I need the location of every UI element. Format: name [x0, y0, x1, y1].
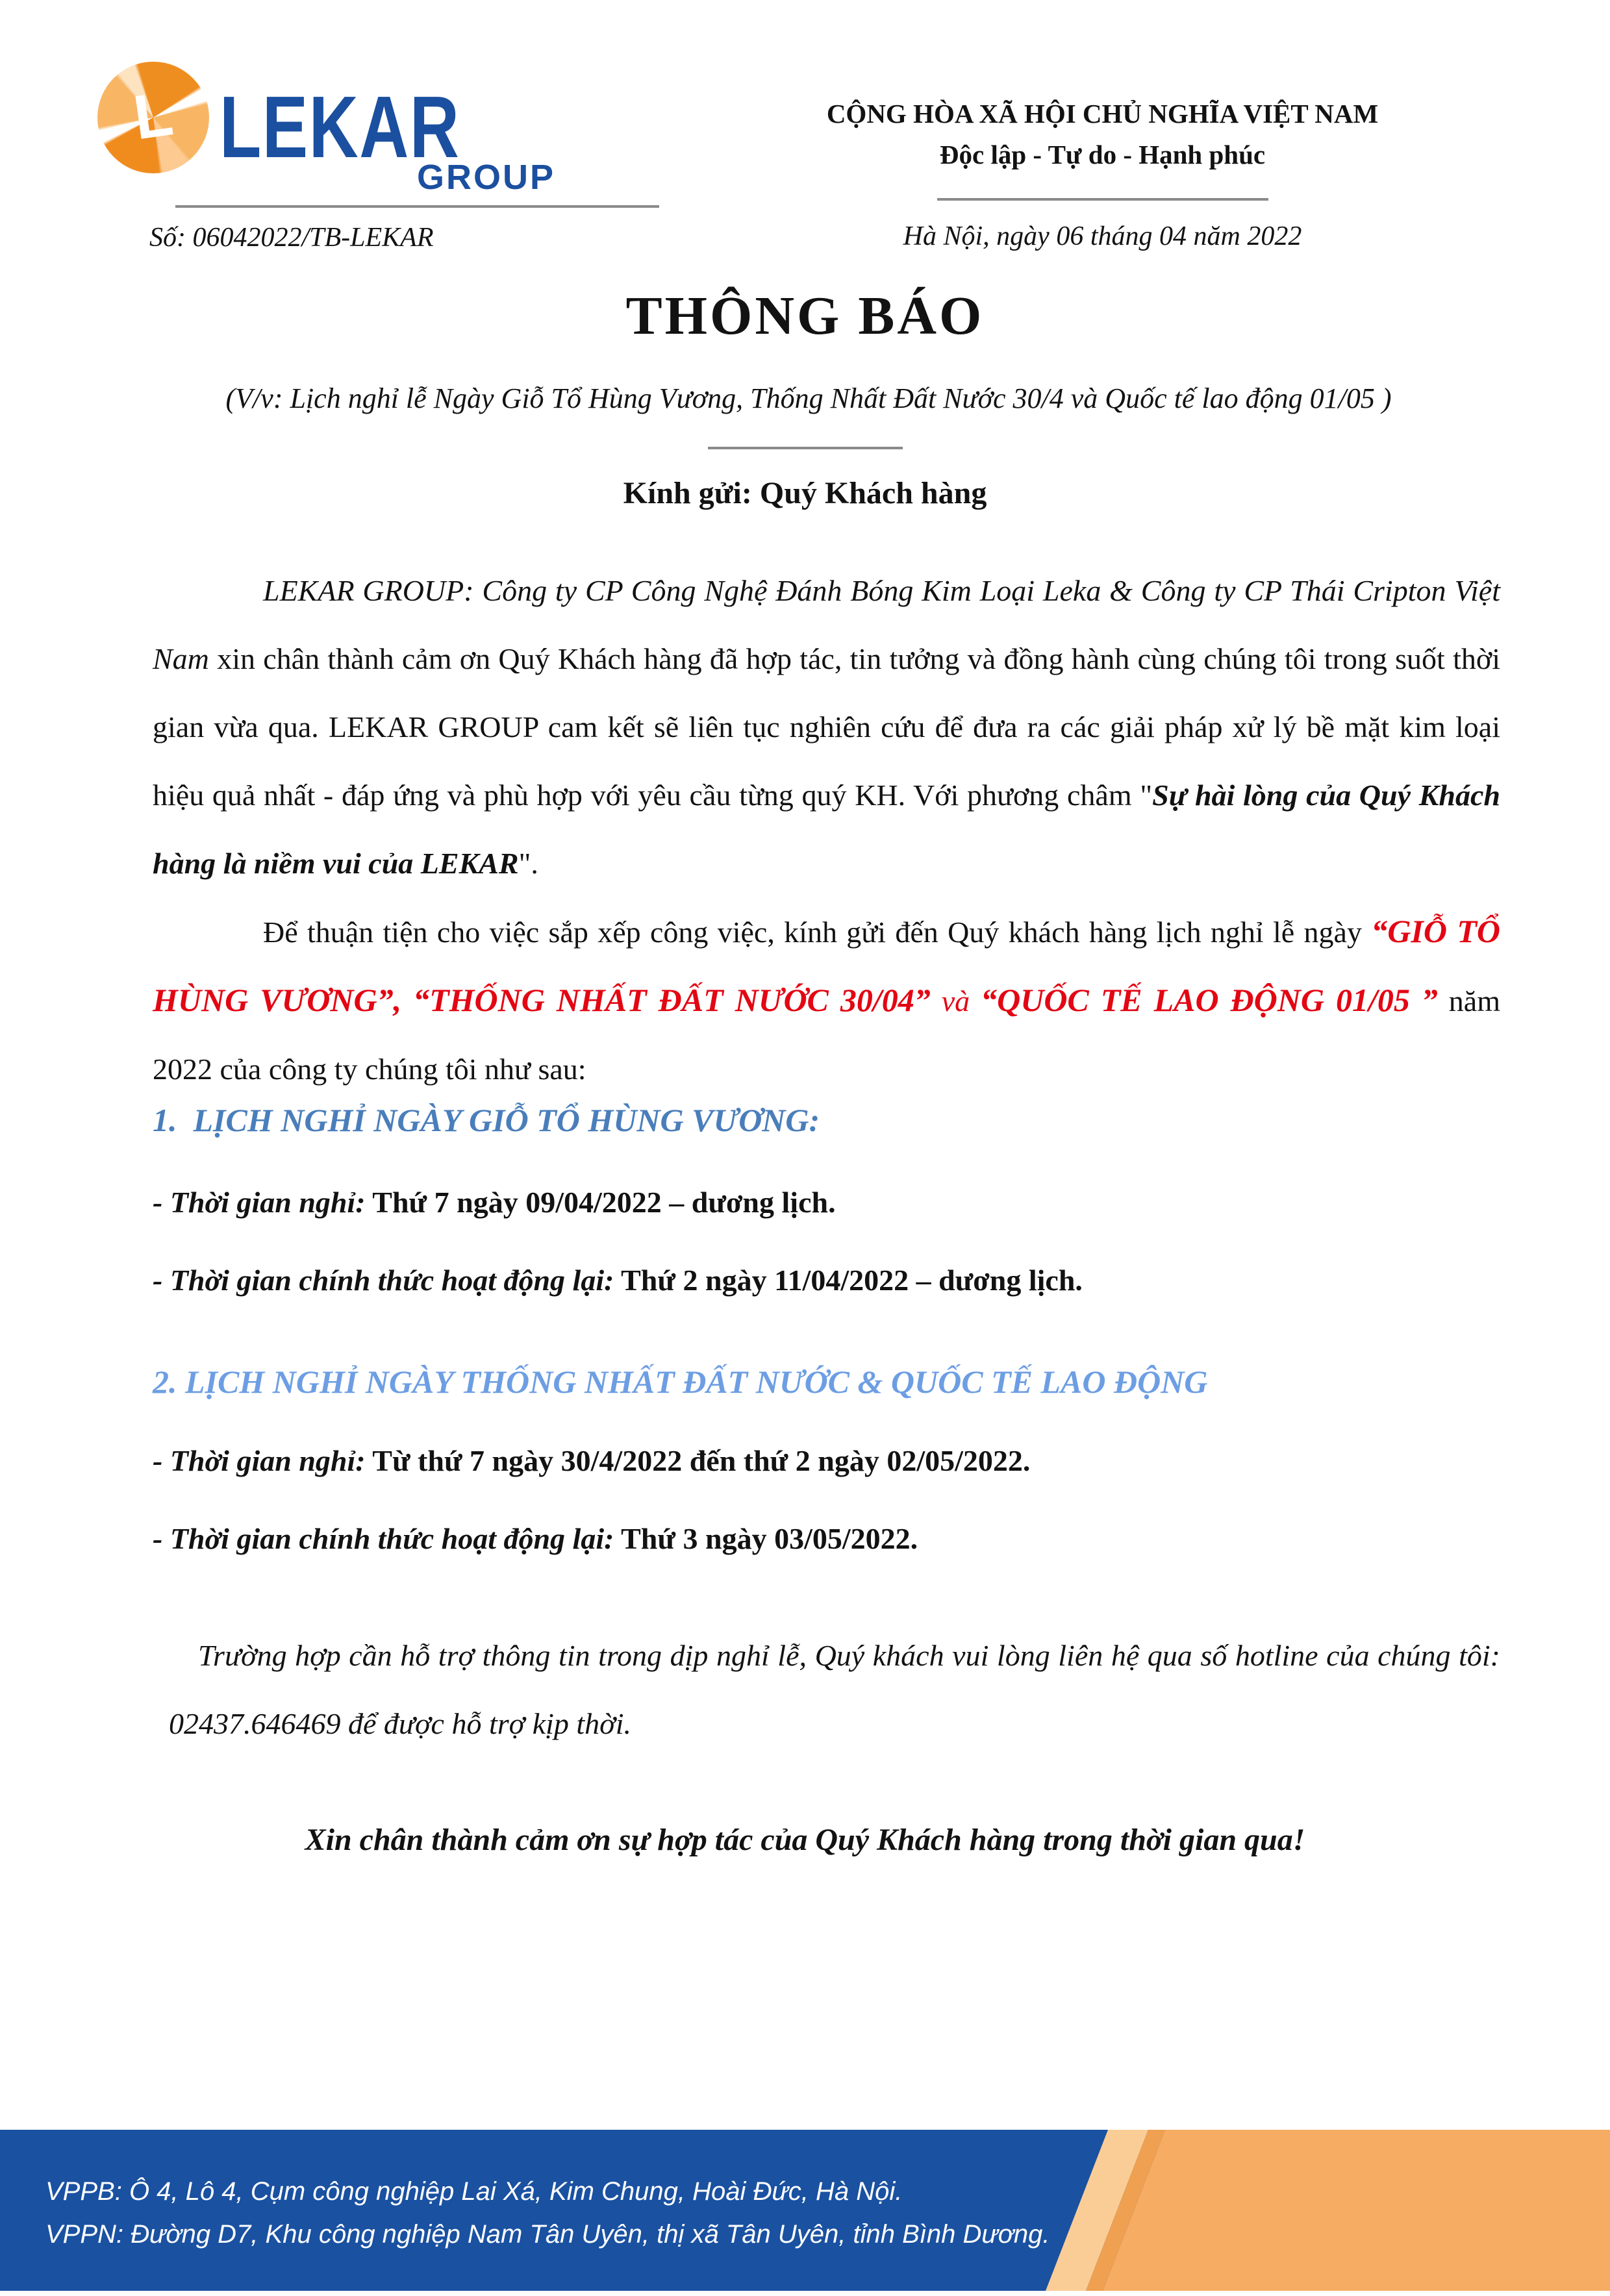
section2-heading: 2. LỊCH NGHỈ NGÀY THỐNG NHẤT ĐẤT NƯỚC & QUỐC TẾ LAO ĐỘNG: [153, 1364, 1208, 1400]
intro-closing-quote: ".: [518, 847, 538, 880]
company-slogan: Sự hài lòng của Quý Khách hàng là niềm vui của LEKAR: [153, 779, 1500, 880]
holiday-quoc-te-lao-dong: “QUỐC TẾ LAO ĐỘNG 01/05 ”: [981, 982, 1438, 1018]
item-value: Từ thứ 7 ngày 30/4/2022 đến thứ 2 ngày 02/05/2022.: [365, 1444, 1031, 1477]
schedule-intro-paragraph: [153, 897, 1500, 1103]
intro-paragraph: [153, 556, 1500, 897]
holiday-hung-vuong: “GIỖ TỔ HÙNG VƯƠNG”,: [153, 913, 1500, 1018]
lekar-logo-icon: [97, 62, 209, 173]
motto-divider: [937, 198, 1268, 201]
section1-item-resume-time: [153, 1262, 1500, 1298]
schedule-lead: Để thuận tiện cho việc sắp xếp công việc, kính gửi đến Quý khách hàng lịch nghỉ lễ ngày: [263, 916, 1372, 949]
national-title: CỘNG HÒA XÃ HỘI CHỦ NGHĨA VIỆT NAM: [826, 99, 1379, 129]
closing-line: Xin chân thành cảm ơn sự hợp tác của Quý Khách hàng trong thời gian qua!: [305, 1823, 1305, 1857]
subject-divider: [708, 447, 903, 449]
salutation: Kính gửi: Quý Khách hàng: [623, 476, 987, 510]
holiday-thong-nhat: “THỐNG NHẤT ĐẤT NƯỚC 30/04”: [413, 982, 931, 1018]
document-number: Số: 06042022/TB-LEKAR: [149, 223, 434, 253]
item-label: - Thời gian nghỉ:: [153, 1444, 366, 1477]
logo-monogram: L: [129, 79, 177, 153]
national-motto: Độc lập - Tự do - Hạnh phúc: [939, 140, 1266, 170]
section2-item-rest-time: [153, 1443, 1500, 1479]
national-header: [744, 96, 1461, 252]
logo-group-text: GROUP: [416, 158, 555, 197]
footer-band: [0, 2130, 1610, 2291]
section2-item-resume-time: [153, 1521, 1500, 1556]
footer-addresses: [45, 2170, 1050, 2256]
footer-address-north: VPPB: Ô 4, Lô 4, Cụm công nghiệp Lai Xá, Kim Chung, Hoài Đức, Hà Nội.: [45, 2177, 903, 2206]
intro-thanks-text: xin chân thành cảm ơn Quý Khách hàng đã hợp tác, tin tưởng và đồng hành cùng chúng tôi trong suốt thời gian vừa qua. LEKAR GROUP cam kết sẽ liên tục nghiên cứu để đưa ra các giải pháp xử lý bề mặt kim loại hiệu quả nhất - đáp ứng và phù hợp với yêu cầu từng quý KH. Với phương châm ": [153, 642, 1500, 812]
logo-brand-text: LEKAR: [220, 78, 460, 176]
support-note: Trường hợp cần hỗ trợ thông tin trong dịp nghỉ lễ, Quý khách vui lòng liên hệ qua số hotline của chúng tôi: 02437.646469 để được hỗ trợ kịp thời.: [169, 1639, 1500, 1740]
subject-line: (V/v: Lịch nghỉ lễ Ngày Giỗ Tổ Hùng Vương, Thống Nhất Đất Nước 30/4 và Quốc tế lao động 01/05 ): [225, 382, 1392, 414]
section1-item-rest-time: [153, 1184, 1500, 1220]
logo-divider: [175, 205, 659, 208]
footer-address-south: VPPN: Đường D7, Khu công nghiệp Nam Tân Uyên, thị xã Tân Uyên, tỉnh Bình Dương.: [45, 2220, 1050, 2249]
item-value: Thứ 3 ngày 03/05/2022.: [614, 1522, 918, 1555]
item-label: - Thời gian chính thức hoạt động lại:: [153, 1522, 614, 1555]
section1-heading: 1. LỊCH NGHỈ NGÀY GIỖ TỔ HÙNG VƯƠNG:: [153, 1102, 820, 1138]
item-value: Thứ 7 ngày 09/04/2022 – dương lịch.: [365, 1186, 836, 1219]
and-word: và: [930, 984, 981, 1017]
item-label: - Thời gian nghỉ:: [153, 1186, 366, 1219]
schedule-tail: năm 2022 của công ty chúng tôi như sau:: [153, 984, 1500, 1086]
page-title: THÔNG BÁO: [625, 286, 985, 346]
place-date: Hà Nội, ngày 06 tháng 04 năm 2022: [903, 221, 1302, 251]
item-value: Thứ 2 ngày 11/04/2022 – dương lịch.: [614, 1264, 1083, 1297]
company-names: LEKAR GROUP: Công ty CP Công Nghệ Đánh Bóng Kim Loại Leka & Công ty CP Thái Cripton Việt Nam: [153, 574, 1500, 675]
item-label: - Thời gian chính thức hoạt động lại:: [153, 1264, 614, 1297]
